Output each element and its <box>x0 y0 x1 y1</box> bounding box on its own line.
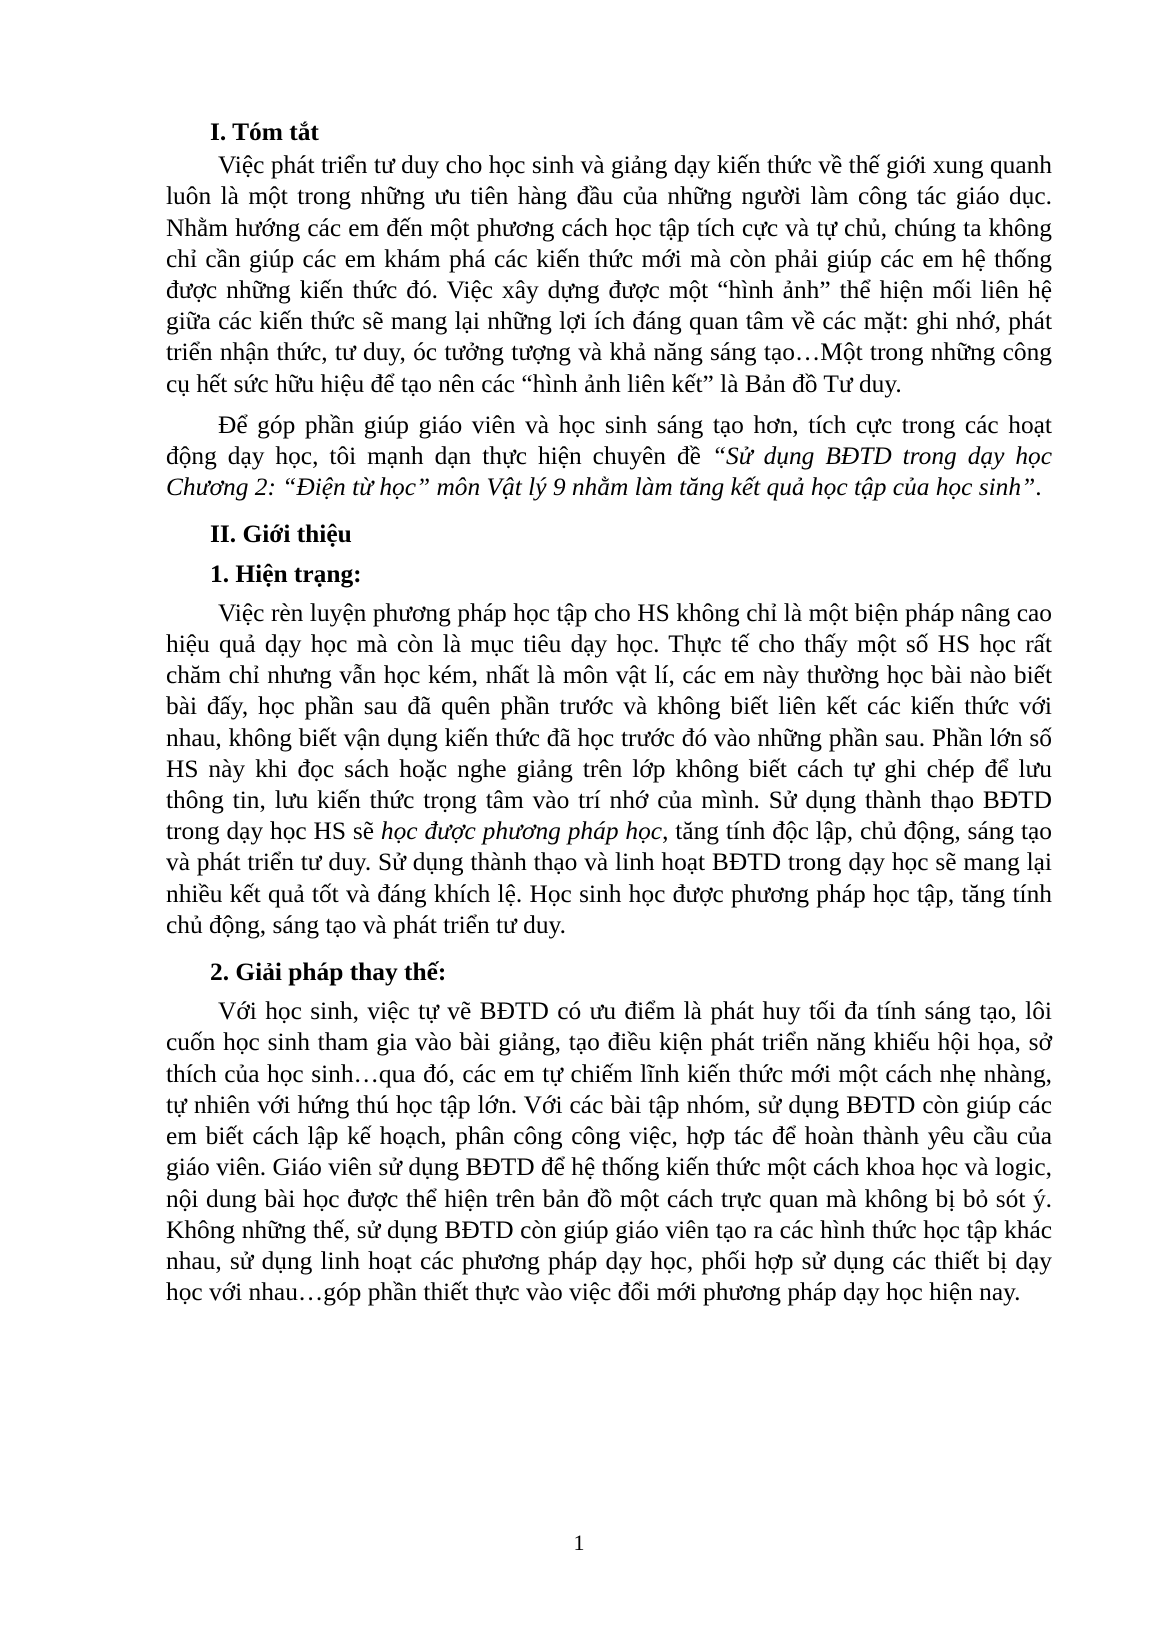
page-number: 1 <box>573 1530 585 1555</box>
current-state-paragraph <box>166 598 1052 941</box>
summary-paragraph-1: Việc phát triển tư duy cho học sinh và giảng dạy kiến thức về thế giới xung quanh luôn là một trong những ưu tiên hàng đầu của những người làm công tác giáo dục. Nhằm hướng các em đến một phương cách học tập tích cực và tự chủ, chúng ta không chỉ cần giúp các em khám phá các kiến thức mới mà còn phải giúp các em hệ thống được những kiến thức đó. Việc xây dựng được một “hình ảnh” thể hiện mối liên hệ giữa các kiến thức sẽ mang lại những lợi ích đáng quan tâm về các mặt: ghi nhớ, phát triển nhận thức, tư duy, óc tưởng tượng và khả năng sáng tạo…Một trong những công cụ hết sức hữu hiệu để tạo nên các “hình ảnh liên kết” là Bản đồ Tư duy. <box>166 151 1052 398</box>
summary-paragraph-2 <box>166 410 1052 504</box>
subsection-heading-current-state: 1. Hiện trạng: <box>210 559 362 588</box>
current-state-text-start: Việc rèn luyện phương pháp học tập cho HS không chỉ là một biện pháp nâng cao hiệu quả dạy học mà còn là mục tiêu dạy học. Thực tế cho thấy một số HS học rất chăm chỉ nhưng vẫn học kém, nhất là môn vật lí, các em này thường học bài nào biết bài đấy, học phần sau đã quên phần trước và không biết liên kết các kiến thức với nhau, không biết vận dụng kiến thức đã học trước đó vào những phần sau. Phần lớn số HS này khi đọc sách hoặc nghe giảng trên lớp không biết cách tự ghi chép để lưu thông tin, lưu kiến thức trọng tâm vào trí nhớ của mình. Sử dụng thành thạo BĐTD trong dạy học HS sẽ <box>166 598 1052 846</box>
section-heading-intro: II. Giới thiệu <box>210 520 352 549</box>
summary-paragraph-2-text: Để góp phần giúp giáo viên và học sinh sáng tạo hơn, tích cực trong các hoạt động dạy học, tôi mạnh dạn thực hiện chuyên đề <box>166 410 1052 471</box>
section-heading-summary: I. Tóm tắt <box>210 118 319 146</box>
current-state-italic: học được phương pháp học <box>380 817 663 846</box>
solution-paragraph: Với học sinh, việc tự vẽ BĐTD có ưu điểm là phát huy tối đa tính sáng tạo, lôi cuốn học sinh tham gia vào bài giảng, tạo điều kiện phát triển năng khiếu hội họa, sở thích của học sinh…qua đó, các em tự chiếm lĩnh kiến thức mới một cách nhẹ nhàng, tự nhiên với hứng thú học tập lớn. Với các bài tập nhóm, sử dụng BĐTD còn giúp các em biết cách lập kế hoạch, phân công công việc, hợp tác để hoàn thành yêu cầu của giáo viên. Giáo viên sử dụng BĐTD để hệ thống kiến thức một cách khoa học và logic, nội dung bài học được thể hiện trên bản đồ một cách trực quan mà không bị bỏ sót ý. Không những thế, sử dụng BĐTD còn giúp giáo viên tạo ra các hình thức học tập khác nhau, sử dụng linh hoạt các phương pháp dạy học, phối hợp sử dụng các thiết bị dạy học với nhau…góp phần thiết thực vào việc đổi mới phương pháp dạy học hiện nay. <box>166 997 1052 1307</box>
current-state-text-end: , tăng tính độc lập, chủ động, sáng tạo và phát triển tư duy. Sử dụng thành thạo và linh hoạt BĐTD trong dạy học sẽ mang lại nhiều kết quả tốt và đáng khích lệ. Học sinh học được phương pháp học tập, tăng tính chủ động, sáng tạo và phát triển tư duy. <box>166 817 1052 939</box>
subsection-heading-solution: 2. Giải pháp thay thế: <box>210 958 447 987</box>
topic-title: “Sử dụng BĐTD trong dạy học Chương 2: “Điện từ học” môn Vật lý 9 nhằm làm tăng kết quả học tập của học sinh” <box>166 442 1052 502</box>
document-body <box>166 117 1052 1318</box>
summary-paragraph-2-end: . <box>1035 473 1042 502</box>
